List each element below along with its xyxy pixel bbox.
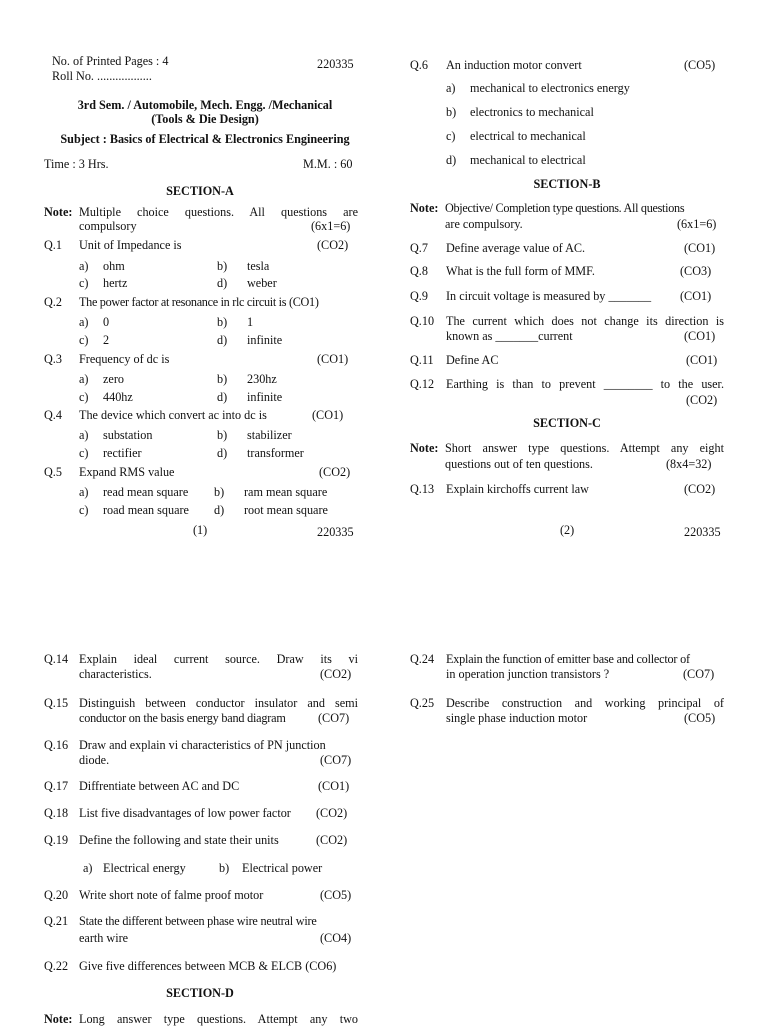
- question-number: Q.15: [44, 696, 69, 710]
- section-c-note-cont: questions out of ten questions.: [445, 457, 593, 471]
- option-label: c): [446, 129, 456, 143]
- section-a-title: SECTION-A: [166, 184, 234, 198]
- option-label: c): [79, 333, 89, 347]
- question-number: Q.18: [44, 806, 69, 820]
- question-text-cont: diode.: [79, 753, 110, 767]
- question-text: Explain the function of emitter base and collector of: [446, 652, 690, 666]
- course-line-1: 3rd Sem. / Automobile, Mech. Engg. /Mechanical: [77, 98, 333, 112]
- question-text: Draw and explain vi characteristics of PN junction: [79, 738, 326, 752]
- question-number: Q.21: [44, 914, 69, 928]
- question-number: Q.14: [44, 652, 69, 666]
- option-text: Electrical energy: [103, 861, 186, 875]
- question-text: Give five differences between MCB & ELCB (CO6): [79, 959, 337, 973]
- section-a-marks: (6x1=6): [311, 219, 351, 233]
- question-text: In circuit voltage is measured by _______: [446, 289, 652, 303]
- question-number: Q.1: [44, 238, 62, 252]
- section-a-note: Multiple choice questions. All questions are: [79, 205, 358, 219]
- option-label: d): [217, 446, 228, 460]
- option-text: road mean square: [103, 503, 189, 517]
- course-outcome: (CO2): [316, 806, 348, 820]
- page-number: (2): [560, 523, 575, 537]
- printed-pages: No. of Printed Pages : 4: [52, 54, 169, 68]
- question-text: Define the following and state their units: [79, 833, 279, 847]
- course-outcome: (CO5): [320, 888, 352, 902]
- option-text: hertz: [103, 276, 128, 290]
- note-label: Note:: [44, 1012, 73, 1026]
- question-number: Q.13: [410, 482, 435, 496]
- question-text: Expand RMS value: [79, 465, 175, 479]
- question-number: Q.22: [44, 959, 69, 973]
- option-label: a): [79, 259, 89, 273]
- course-outcome: (CO7): [318, 711, 350, 725]
- option-text: tesla: [247, 259, 270, 273]
- question-text: Define average value of AC.: [446, 241, 586, 255]
- question-text: State the different between phase wire neutral wire: [79, 914, 317, 928]
- subject: Subject : Basics of Electrical & Electronics Engineering: [60, 132, 350, 146]
- question-text: Explain kirchoffs current law: [446, 482, 589, 496]
- question-number: Q.6: [410, 58, 428, 72]
- course-outcome: (CO1): [318, 779, 350, 793]
- question-number: Q.2: [44, 295, 62, 309]
- option-text: 1: [247, 315, 254, 329]
- option-label: b): [219, 861, 230, 875]
- question-text: Earthing is than to prevent ________ to the user.: [446, 377, 724, 391]
- option-label: d): [217, 276, 228, 290]
- option-text: electronics to mechanical: [470, 105, 594, 119]
- option-text: substation: [103, 428, 153, 442]
- question-number: Q.4: [44, 408, 62, 422]
- option-text: transformer: [247, 446, 304, 460]
- question-number: Q.12: [410, 377, 435, 391]
- option-label: a): [446, 81, 456, 95]
- course-line-2: (Tools & Die Design): [151, 112, 259, 126]
- course-outcome: (CO2): [319, 465, 351, 479]
- option-label: a): [79, 428, 89, 442]
- option-text: mechanical to electronics energy: [470, 81, 630, 95]
- option-text: 0: [103, 315, 110, 329]
- course-outcome: (CO1): [684, 241, 716, 255]
- question-number: Q.16: [44, 738, 69, 752]
- section-d-title: SECTION-D: [166, 986, 234, 1000]
- section-b-title: SECTION-B: [533, 177, 601, 191]
- option-text: stabilizer: [247, 428, 292, 442]
- option-label: b): [217, 315, 228, 329]
- option-label: d): [446, 153, 457, 167]
- footer-code: 220335: [317, 525, 354, 539]
- question-text: Distinguish between conductor insulator and semi: [79, 696, 358, 710]
- note-label: Note:: [410, 441, 439, 455]
- option-text: Electrical power: [242, 861, 323, 875]
- course-outcome: (CO3): [680, 264, 712, 278]
- course-outcome: (CO2): [684, 482, 716, 496]
- note-label: Note:: [44, 205, 73, 219]
- footer-code: 220335: [684, 525, 721, 539]
- option-label: d): [217, 390, 228, 404]
- question-text: An induction motor convert: [446, 58, 582, 72]
- option-text: ohm: [103, 259, 125, 273]
- question-text: Frequency of dc is: [79, 352, 170, 366]
- option-label: a): [83, 861, 93, 875]
- question-text: The device which convert ac into dc is: [79, 408, 267, 422]
- question-text: List five disadvantages of low power factor: [79, 806, 291, 820]
- section-b-note: Objective/ Completion type questions. All questions: [445, 201, 685, 215]
- option-text: 440hz: [103, 390, 133, 404]
- section-b-marks: (6x1=6): [677, 217, 717, 231]
- course-outcome: (CO7): [683, 667, 715, 681]
- section-a-note-cont: compulsory: [79, 219, 137, 233]
- question-number: Q.20: [44, 888, 69, 902]
- option-label: d): [217, 333, 228, 347]
- course-outcome: (CO7): [320, 753, 352, 767]
- option-label: c): [79, 503, 89, 517]
- question-text: Define AC: [446, 353, 499, 367]
- question-text: Diffrentiate between AC and DC: [79, 779, 240, 793]
- question-text: What is the full form of MMF.: [446, 264, 595, 278]
- section-c-marks: (8x4=32): [666, 457, 712, 471]
- question-number: Q.25: [410, 696, 435, 710]
- note-label: Note:: [410, 201, 439, 215]
- course-outcome: (CO2): [320, 667, 352, 681]
- question-number: Q.8: [410, 264, 428, 278]
- option-label: b): [446, 105, 457, 119]
- option-label: c): [79, 276, 89, 290]
- option-label: a): [79, 315, 89, 329]
- question-number: Q.9: [410, 289, 428, 303]
- question-number: Q.3: [44, 352, 62, 366]
- option-label: c): [79, 446, 89, 460]
- course-outcome: (CO1): [684, 329, 716, 343]
- option-label: b): [214, 485, 225, 499]
- option-label: b): [217, 428, 228, 442]
- question-text-cont: characteristics.: [79, 667, 152, 681]
- question-number: Q.11: [410, 353, 434, 367]
- question-number: Q.5: [44, 465, 62, 479]
- option-label: b): [217, 259, 228, 273]
- option-label: b): [217, 372, 228, 386]
- option-text: electrical to mechanical: [470, 129, 586, 143]
- option-text: 230hz: [247, 372, 277, 386]
- question-text-cont: earth wire: [79, 931, 129, 945]
- section-b-note-cont: are compulsory.: [445, 217, 523, 231]
- course-outcome: (CO1): [686, 353, 718, 367]
- option-text: zero: [103, 372, 124, 386]
- question-text: Explain ideal current source. Draw its vi: [79, 652, 358, 666]
- question-number: Q.7: [410, 241, 428, 255]
- question-text: Unit of Impedance is: [79, 238, 182, 252]
- option-text: weber: [247, 276, 277, 290]
- paper-code: 220335: [317, 57, 354, 71]
- question-number: Q.24: [410, 652, 435, 666]
- roll-no: Roll No. ..................: [52, 69, 152, 83]
- option-label: a): [79, 485, 89, 499]
- course-outcome: (CO2): [317, 238, 349, 252]
- option-text: ram mean square: [244, 485, 328, 499]
- course-outcome: (CO2): [686, 393, 718, 407]
- page-number: (1): [193, 523, 208, 537]
- course-outcome: (CO1): [680, 289, 712, 303]
- option-text: infinite: [247, 333, 283, 347]
- option-text: infinite: [247, 390, 283, 404]
- question-number: Q.19: [44, 833, 69, 847]
- question-text: Describe construction and working principal of: [446, 696, 724, 710]
- option-text: mechanical to electrical: [470, 153, 586, 167]
- course-outcome: (CO1): [317, 352, 349, 366]
- option-label: c): [79, 390, 89, 404]
- course-outcome: (CO5): [684, 711, 716, 725]
- option-label: d): [214, 503, 225, 517]
- option-text: 2: [103, 333, 110, 347]
- question-text: Write short note of falme proof motor: [79, 888, 264, 902]
- section-c-title: SECTION-C: [533, 416, 601, 430]
- course-outcome: (CO2): [316, 833, 348, 847]
- question-text: The current which does not change its direction is: [446, 314, 724, 328]
- section-d-note: Long answer type questions. Attempt any two: [79, 1012, 358, 1026]
- max-marks: M.M. : 60: [303, 157, 353, 171]
- option-text: rectifier: [103, 446, 142, 460]
- course-outcome: (CO5): [684, 58, 716, 72]
- question-number: Q.10: [410, 314, 435, 328]
- question-text-cont: in operation junction transistors ?: [446, 667, 610, 681]
- time: Time : 3 Hrs.: [44, 157, 109, 171]
- option-text: read mean square: [103, 485, 189, 499]
- section-c-note: Short answer type questions. Attempt any eight: [445, 441, 724, 455]
- question-text-cont: conductor on the basis energy band diagram: [79, 711, 286, 725]
- option-text: root mean square: [244, 503, 328, 517]
- course-outcome: (CO1): [312, 408, 344, 422]
- question-number: Q.17: [44, 779, 69, 793]
- question-text-cont: known as _______current: [446, 329, 573, 343]
- question-text: The power factor at resonance in rlc circuit is (CO1): [79, 295, 319, 309]
- option-label: a): [79, 372, 89, 386]
- course-outcome: (CO4): [320, 931, 352, 945]
- question-text-cont: single phase induction motor: [446, 711, 588, 725]
